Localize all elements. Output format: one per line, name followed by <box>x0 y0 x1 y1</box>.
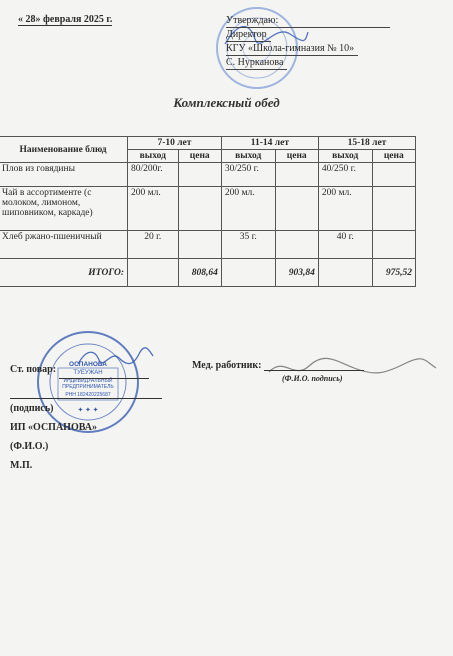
cell <box>178 231 221 259</box>
sub-header-price: цена <box>178 150 221 163</box>
stamp-line-5: РНН 182420225687 <box>65 392 111 398</box>
cell: 200 мл. <box>318 187 372 231</box>
sub-header-price: цена <box>372 150 415 163</box>
page-title: Комплексный обед <box>173 95 280 110</box>
dish-name: Плов из говядины <box>0 163 128 187</box>
dish-name: Хлеб ржано-пшеничный <box>0 231 128 259</box>
med-signature-block <box>192 360 364 371</box>
total-row <box>0 259 416 287</box>
cell <box>372 231 415 259</box>
sub-header-output: выход <box>221 150 275 163</box>
cell: 20 г. <box>128 231 179 259</box>
cell <box>275 187 318 231</box>
signature-line <box>264 360 364 371</box>
approve-line-1: Утверждаю: <box>226 14 390 28</box>
med-hint: (Ф.И.О. подпись) <box>282 374 343 383</box>
cook-label: Ст. повар: <box>10 364 57 375</box>
age-group-2: 11-14 лет <box>221 137 318 150</box>
sub-header-price: цена <box>275 150 318 163</box>
total-label: ИТОГО: <box>0 259 128 287</box>
total-15-18: 975,52 <box>372 259 415 287</box>
cell: 30/250 г. <box>221 163 275 187</box>
cell: 40 г. <box>318 231 372 259</box>
cell: 200 мл. <box>128 187 179 231</box>
cell <box>178 187 221 231</box>
table-row <box>0 187 416 231</box>
cell <box>318 259 372 287</box>
approve-line-2: Директор <box>226 28 271 42</box>
cell: 35 г. <box>221 231 275 259</box>
cook-signature-block <box>10 360 162 475</box>
cell <box>128 259 179 287</box>
sub-header-output: выход <box>128 150 179 163</box>
table-row <box>0 231 416 259</box>
menu-table <box>0 136 416 287</box>
document-date: « 28» февраля 2025 г. <box>18 14 113 25</box>
col-header-dish: Наименование блюд <box>0 137 128 163</box>
sub-header-output: выход <box>318 150 372 163</box>
cell: 200 мл. <box>221 187 275 231</box>
signature-line <box>10 379 162 399</box>
age-group-3: 15-18 лет <box>318 137 415 150</box>
cell <box>372 163 415 187</box>
mp-label: М.П. <box>10 460 33 471</box>
sign-label: (подпись) <box>10 403 54 414</box>
stamp-line-2: ТУЕУЖАН <box>73 370 103 376</box>
stamp-line-1: ОСПАНОВА <box>69 361 107 368</box>
org-name: ИП «ОСПАНОВА» <box>10 422 97 433</box>
approve-line-4: С. Нурканова <box>226 56 287 70</box>
cell: 40/250 г. <box>318 163 372 187</box>
cell <box>221 259 275 287</box>
dish-name: Чай в ассортименте (с молоком, лимоном, шиповником, каркаде) <box>0 187 128 231</box>
table-row <box>0 163 416 187</box>
total-7-10: 808,64 <box>178 259 221 287</box>
age-group-1: 7-10 лет <box>128 137 222 150</box>
cell <box>178 163 221 187</box>
med-label: Мед. работник: <box>192 360 262 371</box>
cell <box>275 163 318 187</box>
stamp-stars: ✦ ✦ ✦ <box>77 406 99 414</box>
total-11-14: 903,84 <box>275 259 318 287</box>
stamp-line-4: ПРЕДПРИНИМАТЕЛЬ <box>62 384 114 390</box>
fio-label: (Ф.И.О.) <box>10 441 49 452</box>
approve-line-3: КГУ «Школа-гимназия № 10» <box>226 42 358 56</box>
cell: 80/200г. <box>128 163 179 187</box>
approval-block <box>226 14 396 70</box>
stamp-line-3: ИНДИВИДУАЛЬНЫЙ <box>63 378 113 384</box>
cell <box>372 187 415 231</box>
cell <box>275 231 318 259</box>
